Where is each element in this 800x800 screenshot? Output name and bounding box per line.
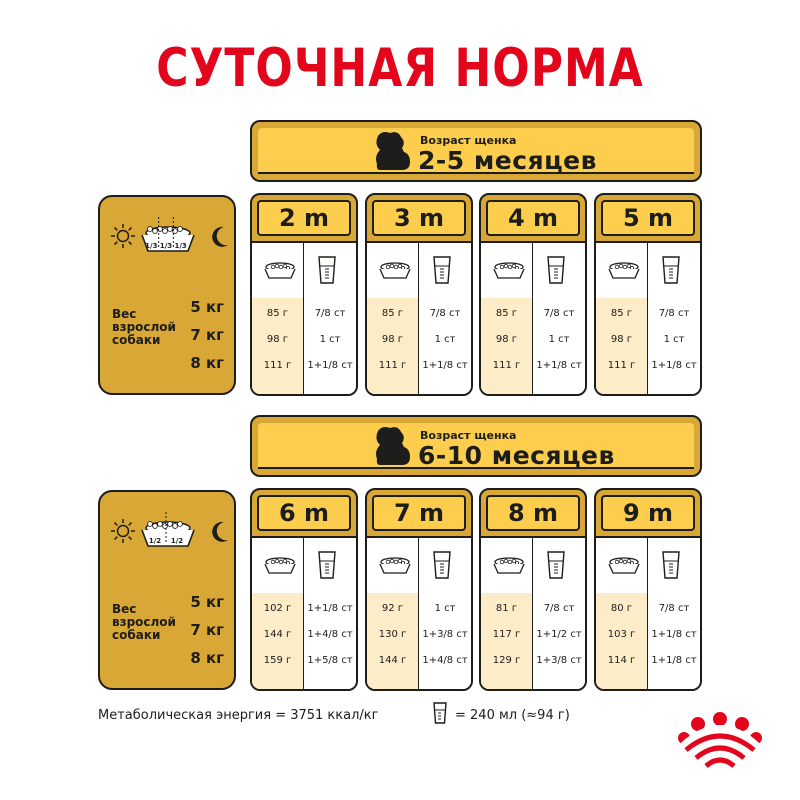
icon-row <box>252 536 356 595</box>
royal-canin-crown-logo <box>676 712 764 774</box>
side-label-line: собаки <box>112 628 161 642</box>
weight-value: 7 кг <box>190 326 224 344</box>
month-card <box>250 193 358 396</box>
food-bowl-icon <box>606 259 642 281</box>
cups-value: 1+1/8 ст <box>422 360 468 371</box>
measuring-cup-icon <box>432 701 448 725</box>
values-rows <box>252 298 356 394</box>
grams-value: 130 г <box>378 629 407 640</box>
values-rows <box>367 298 471 394</box>
portion-fraction: 1/2 <box>148 537 162 545</box>
food-bowl-icon <box>491 554 527 576</box>
grams-value: 159 г <box>263 655 292 666</box>
age-ribbon <box>250 415 702 477</box>
weight-value: 7 кг <box>190 621 224 639</box>
values-rows <box>596 593 700 689</box>
weight-value: 8 кг <box>190 649 224 667</box>
measuring-cup-icon <box>661 255 681 285</box>
icon-row <box>596 536 700 595</box>
grams-value: 111 г <box>607 360 636 371</box>
cups-value: 1+1/8 ст <box>307 603 353 614</box>
cups-value: 7/8 ст <box>429 308 461 319</box>
food-bowl-icon <box>262 554 298 576</box>
cups-value: 1+5/8 ст <box>307 655 353 666</box>
cups-value: 1 ст <box>434 603 456 614</box>
grams-value: 114 г <box>607 655 636 666</box>
side-label-line: Вес <box>112 307 137 321</box>
values-rows <box>367 593 471 689</box>
sun-icon <box>110 518 136 544</box>
cups-value: 1+3/8 ст <box>536 655 582 666</box>
sun-icon <box>110 223 136 249</box>
month-card <box>250 488 358 691</box>
values-rows <box>252 593 356 689</box>
icon-row <box>252 241 356 300</box>
weight-value: 5 кг <box>190 593 224 611</box>
month-label: 9 m <box>601 495 695 531</box>
month-card <box>365 193 473 396</box>
page-title: СУТОЧНАЯ НОРМА <box>156 38 644 100</box>
month-label: 2 m <box>257 200 351 236</box>
icon-row <box>367 536 471 595</box>
cup-equivalent-text: = 240 мл (≈94 г) <box>455 708 570 723</box>
icon-row <box>596 241 700 300</box>
grams-value: 111 г <box>378 360 407 371</box>
cups-value: 7/8 ст <box>543 603 575 614</box>
cups-value: 7/8 ст <box>543 308 575 319</box>
portion-fraction: 1/3 <box>159 242 173 250</box>
cups-value: 7/8 ст <box>658 308 690 319</box>
month-card <box>594 193 702 396</box>
grams-value: 111 г <box>263 360 292 371</box>
food-bowl-icon <box>606 554 642 576</box>
side-label-line: взрослой <box>112 320 176 334</box>
cups-value: 1+3/8 ст <box>422 629 468 640</box>
grams-value: 102 г <box>263 603 292 614</box>
grams-value: 81 г <box>495 603 518 614</box>
icon-row <box>367 241 471 300</box>
month-label: 5 m <box>601 200 695 236</box>
grams-value: 98 г <box>610 334 633 345</box>
grams-value: 144 г <box>263 629 292 640</box>
cups-value: 1+4/8 ст <box>307 629 353 640</box>
grams-value: 144 г <box>378 655 407 666</box>
cups-value: 1+1/8 ст <box>536 360 582 371</box>
grams-value: 85 г <box>495 308 518 319</box>
month-label: 7 m <box>372 495 466 531</box>
measuring-cup-icon <box>546 255 566 285</box>
weight-value: 8 кг <box>190 354 224 372</box>
grams-value: 117 г <box>492 629 521 640</box>
cups-value: 1+1/8 ст <box>651 629 697 640</box>
cups-value: 7/8 ст <box>658 603 690 614</box>
portion-fraction: 1/3 <box>174 242 187 250</box>
month-card <box>479 488 587 691</box>
values-rows <box>596 298 700 394</box>
food-bowl-icon <box>377 554 413 576</box>
month-card <box>365 488 473 691</box>
puppy-icon <box>370 425 414 467</box>
grams-value: 92 г <box>381 603 404 614</box>
cups-value: 1+1/8 ст <box>651 655 697 666</box>
grams-value: 85 г <box>610 308 633 319</box>
month-card <box>594 488 702 691</box>
food-bowl-icon <box>491 259 527 281</box>
weight-panel <box>98 195 236 395</box>
grams-value: 98 г <box>495 334 518 345</box>
grams-value: 85 г <box>381 308 404 319</box>
cups-value: 1 ст <box>319 334 341 345</box>
puppy-icon <box>370 130 414 172</box>
moon-icon <box>210 225 230 249</box>
grams-value: 129 г <box>492 655 521 666</box>
metabolic-energy-text: Метаболическая энергия = 3751 ккал/кг <box>98 708 379 723</box>
portion-fraction: 1/3 <box>145 242 158 250</box>
month-label: 3 m <box>372 200 466 236</box>
icon-row <box>481 536 585 595</box>
cups-value: 1+1/8 ст <box>307 360 353 371</box>
measuring-cup-icon <box>317 550 337 580</box>
cups-value: 1+1/8 ст <box>651 360 697 371</box>
measuring-cup-icon <box>432 255 452 285</box>
cups-value: 7/8 ст <box>314 308 346 319</box>
icon-row <box>481 241 585 300</box>
measuring-cup-icon <box>317 255 337 285</box>
grams-value: 103 г <box>607 629 636 640</box>
side-label-line: собаки <box>112 333 161 347</box>
age-label: Возраст щенка <box>420 429 517 442</box>
cups-value: 1+4/8 ст <box>422 655 468 666</box>
age-range: 6-10 месяцев <box>418 441 615 470</box>
food-bowl-icon <box>262 259 298 281</box>
age-ribbon <box>250 120 702 182</box>
side-label-line: взрослой <box>112 615 176 629</box>
food-bowl-icon <box>136 510 200 550</box>
age-range: 2-5 месяцев <box>418 146 597 175</box>
values-rows <box>481 593 585 689</box>
grams-value: 98 г <box>381 334 404 345</box>
side-label-line: Вес <box>112 602 137 616</box>
month-label: 8 m <box>486 495 580 531</box>
grams-value: 111 г <box>492 360 521 371</box>
grams-value: 85 г <box>266 308 289 319</box>
cups-value: 1+1/2 ст <box>536 629 582 640</box>
month-label: 6 m <box>257 495 351 531</box>
measuring-cup-icon <box>661 550 681 580</box>
grams-value: 80 г <box>610 603 633 614</box>
cups-value: 1 ст <box>548 334 570 345</box>
grams-value: 98 г <box>266 334 289 345</box>
measuring-cup-icon <box>546 550 566 580</box>
cups-value: 1 ст <box>663 334 685 345</box>
weight-value: 5 кг <box>190 298 224 316</box>
measuring-cup-icon <box>432 550 452 580</box>
food-bowl-icon <box>377 259 413 281</box>
month-label: 4 m <box>486 200 580 236</box>
month-card <box>479 193 587 396</box>
cups-value: 1 ст <box>434 334 456 345</box>
values-rows <box>481 298 585 394</box>
weight-panel <box>98 490 236 690</box>
moon-icon <box>210 520 230 544</box>
age-label: Возраст щенка <box>420 134 517 147</box>
portion-fraction: 1/2 <box>170 537 184 545</box>
